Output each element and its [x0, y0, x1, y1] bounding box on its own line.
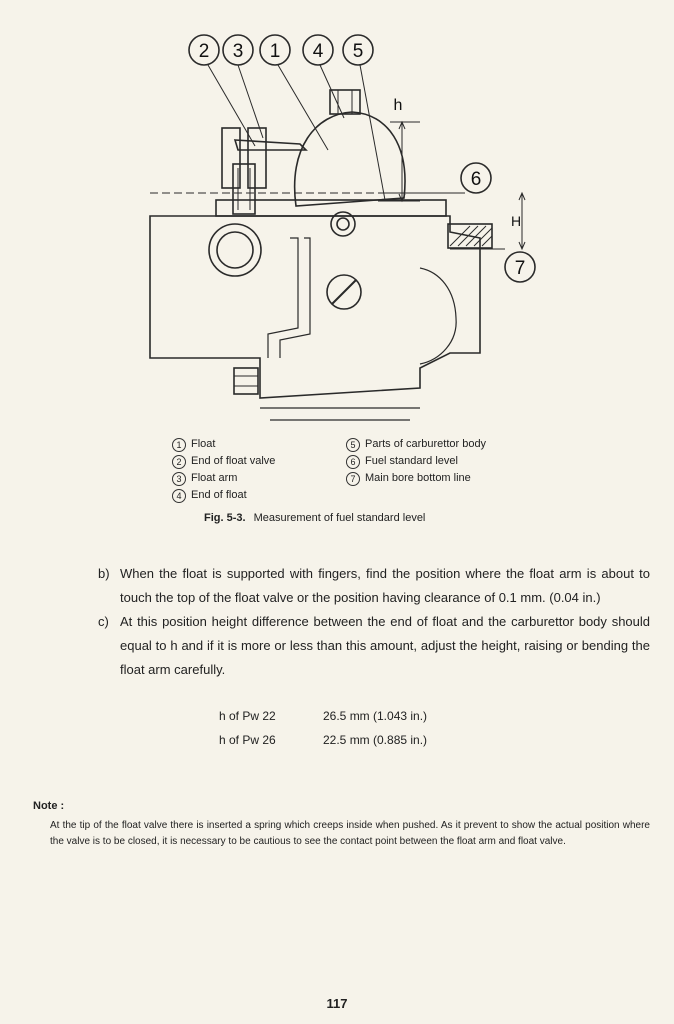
legend-item: 2 End of float valve [172, 453, 275, 470]
step-c: c) At this position height difference between the end of float and the carburettor body should equal to h and if it is more or less than this amount, adjust the height, raising or bending the float arm carefully. [98, 614, 650, 677]
figure-caption [204, 512, 425, 524]
legend-item: 4 End of float [172, 487, 275, 504]
legend-item: 1 Float [172, 436, 275, 453]
callout-5: 5 [352, 41, 364, 62]
callout-3: 3 [232, 41, 244, 62]
note-label: Note : [33, 800, 65, 812]
callout-7: 7 [514, 258, 526, 279]
float-body [295, 112, 405, 206]
legend-right [346, 436, 486, 487]
figure-title: Measurement of fuel standard level [253, 512, 426, 524]
H-label: H [510, 213, 522, 229]
figure-number: Fig. 5-3. [204, 512, 246, 524]
callout-4: 4 [312, 41, 324, 62]
legend-item: 5 Parts of carburettor body [346, 436, 486, 453]
spec-row-pw26: h of Pw 26 22.5 mm (0.885 in.) [219, 733, 428, 747]
note-text: At the tip of the float valve there is inserted a spring which creeps inside when pushed. As it prevent to show the actual position where the valve is to be closed, it is necessary to be cautious to see the contact point between the float arm and float valve. [50, 820, 650, 847]
page-number: 117 [326, 996, 348, 1011]
legend-left [172, 436, 275, 504]
float-arm [235, 140, 306, 150]
legend-item: 7 Main bore bottom line [346, 470, 486, 487]
callout-6: 6 [470, 169, 482, 190]
carburettor-diagram [120, 28, 560, 438]
procedure-steps [98, 562, 650, 682]
carburettor-body [150, 216, 480, 398]
step-b: b) When the float is supported with fingers, find the position where the float arm is about to touch the top of the float valve or the position having clearance of 0.1 mm. (0.04 in.) [98, 566, 650, 605]
callout-2: 2 [198, 41, 210, 62]
carburettor-figure [120, 28, 560, 438]
callout-1: 1 [269, 41, 281, 62]
h-label: h [393, 97, 403, 114]
legend-item: 3 Float arm [172, 470, 275, 487]
spec-row-pw22: h of Pw 22 26.5 mm (1.043 in.) [219, 709, 428, 723]
legend-item: 6 Fuel standard level [346, 453, 486, 470]
